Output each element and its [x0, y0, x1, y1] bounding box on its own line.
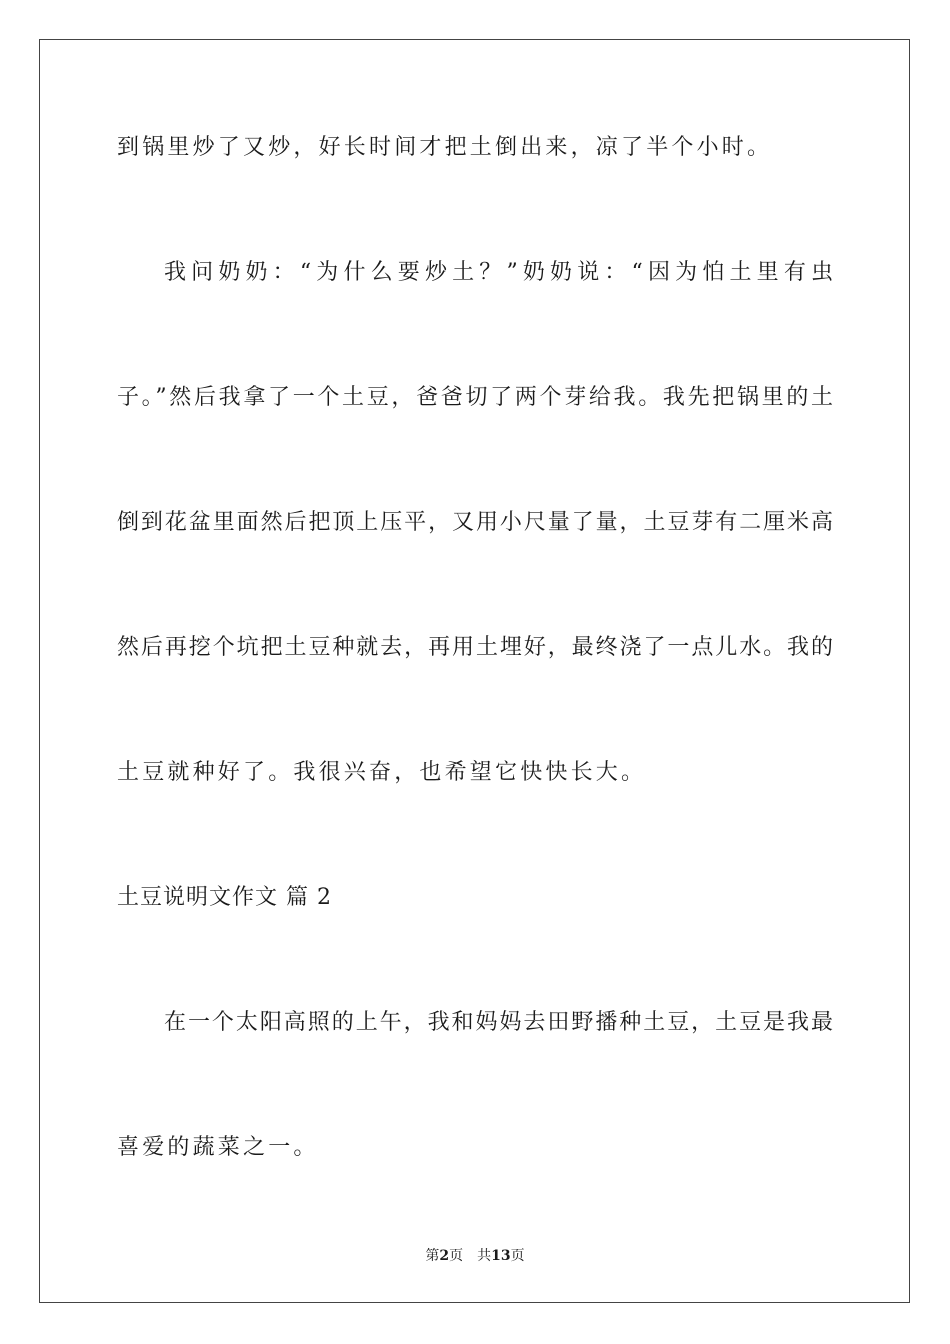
paragraph-line: 子。”然后我拿了一个土豆，爸爸切了两个芽给我。我先把锅里的土	[117, 385, 833, 410]
section-heading: 土豆说明文作文 篇 2	[117, 885, 332, 910]
paragraph-line: 到锅里炒了又炒，好长时间才把土倒出来，凉了半个小时。	[117, 135, 773, 160]
page-footer	[0, 1247, 950, 1265]
paragraph-line: 倒到花盆里面然后把顶上压平，又用小尺量了量，土豆芽有二厘米高	[117, 510, 833, 535]
total-suffix: 页	[510, 1248, 525, 1264]
paragraph-line: 然后再挖个坑把土豆种就去，再用土埋好，最终浇了一点儿水。我的	[117, 635, 833, 660]
page-total: 13	[491, 1248, 511, 1264]
paragraph-line: 喜爱的蔬菜之一。	[117, 1135, 319, 1160]
paragraph-line: 我问奶奶：“为什么要炒土？”奶奶说：“因为怕土里有虫	[164, 260, 833, 285]
page-suffix: 页	[449, 1248, 464, 1264]
page-prefix: 第	[425, 1248, 440, 1264]
page-border	[39, 39, 910, 1303]
page-current: 2	[439, 1248, 450, 1264]
total-prefix: 共	[477, 1248, 492, 1264]
paragraph-line: 在一个太阳高照的上午，我和妈妈去田野播种土豆，土豆是我最	[164, 1010, 833, 1035]
paragraph-line: 土豆就种好了。我很兴奋，也希望它快快长大。	[117, 760, 647, 785]
